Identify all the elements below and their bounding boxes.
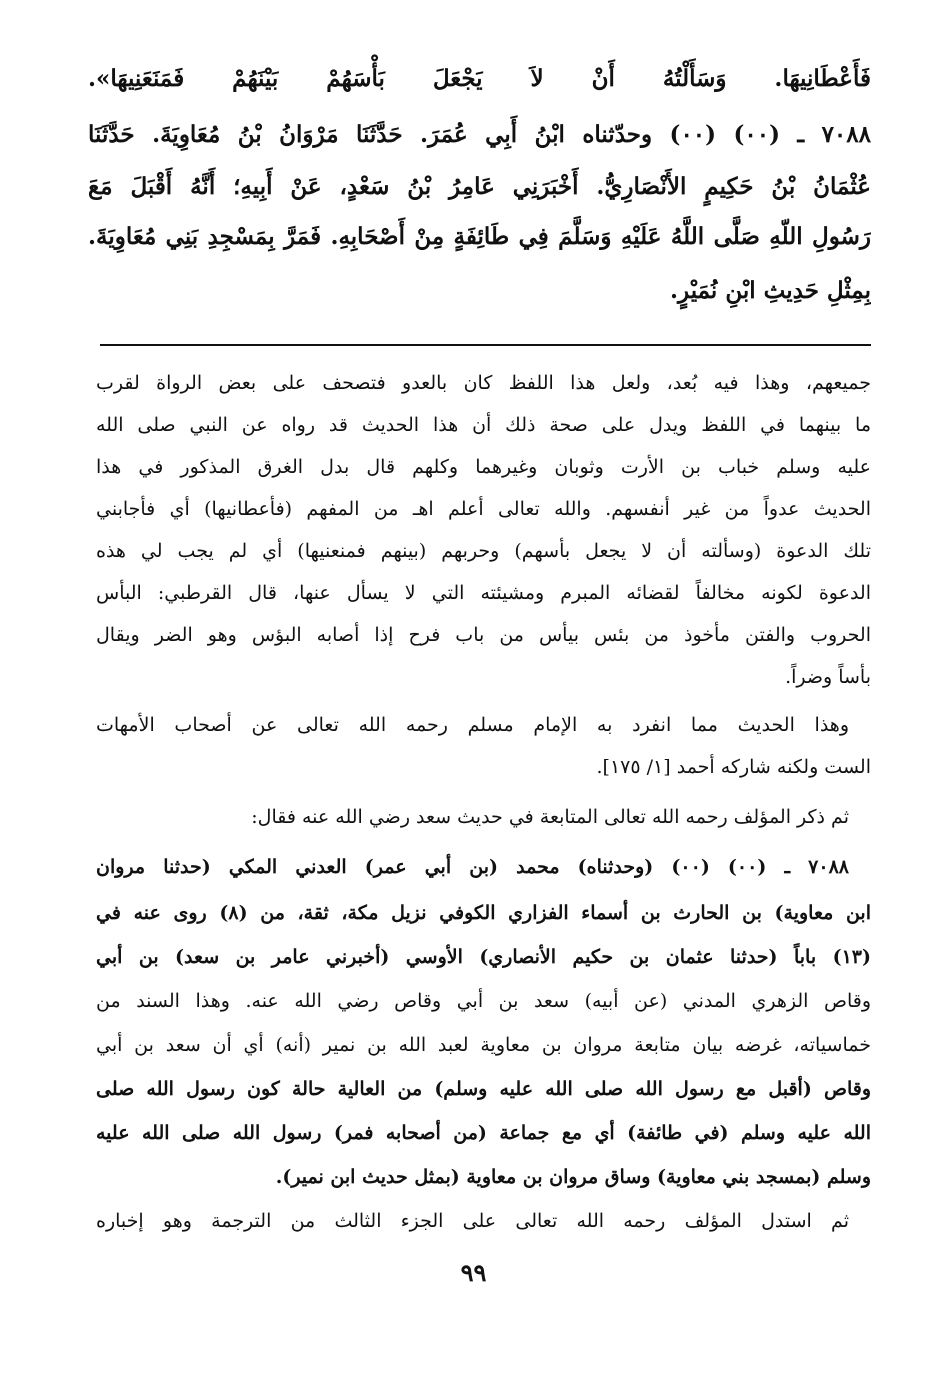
commentary-line: بأساً وضراً.: [785, 666, 871, 688]
commentary-line: الدعوة لكونه مخالفاً لقضائه المبرم ومشيئته التي لا يسأل عنها، قال القرطبي: البأس: [96, 582, 871, 604]
commentary-line: وقاص الزهري المدني (عن أبيه) سعد بن أبي وقاص رضي الله عنه. وهذا السند من: [96, 990, 871, 1012]
commentary-line: ثم استدل المؤلف رحمه الله تعالى على الجزء الثالث من الترجمة وهو إخباره: [96, 1210, 849, 1232]
commentary-line: الحديث عدواً من غير أنفسهم. والله تعالى أعلم اهـ من المفهم (فأعطانيها) أي فأجابني: [96, 498, 871, 520]
commentary-line: الحروب والفتن مأخوذ من بئس بيأس من باب فرح إذا أصابه البؤس وهو الضر ويقال: [96, 624, 871, 646]
commentary-line: ما بينهما في اللفظ ويدل على صحة ذلك أن هذا الحديث قد رواه عن النبي صلى الله: [96, 414, 871, 436]
page-number: ٩٩: [460, 1258, 487, 1287]
hadith-line: بِمِثْلِ حَدِيثِ ابْنِ نُمَيْرٍ.: [670, 277, 871, 304]
commentary-line: عليه وسلم خباب بن الأرت وثوبان وغيرهما وكلهم قال بدل الغرق المذكور في هذا: [96, 456, 871, 478]
hadith-text: [88, 54, 871, 324]
commentary-line: وقاص (أقبل مع رسول الله صلى الله عليه وسلم) من العالية حالة كون رسول الله صلى: [96, 1078, 871, 1100]
commentary-line: وسلم (بمسجد بني معاوية) وساق مروان بن معاوية (بمثل حديث ابن نمير).: [275, 1166, 871, 1188]
commentary-line: الست ولكنه شاركه أحمد [١/ ١٧٥].: [596, 756, 871, 778]
commentary-text: [96, 360, 871, 1240]
commentary-line: ثم ذكر المؤلف رحمه الله تعالى المتابعة في حديث سعد رضي الله عنه فقال:: [251, 806, 849, 828]
hadith-line: عُثْمَانُ بْنُ حَكِيمٍ الأَنْصَارِيُّ. أَخْبَرَنِي عَامِرُ بْنُ سَعْدٍ، عَنْ أَبِيهِ؛ أَنَّهُ أَقْبَلَ مَعَ: [88, 173, 871, 200]
commentary-line: الله عليه وسلم (في طائفة) أي مع جماعة (من أصحابه فمر) رسول الله صلى الله عليه: [96, 1122, 871, 1144]
commentary-line: ابن معاوية) بن الحارث بن أسماء الفزاري الكوفي نزيل مكة، ثقة، من (٨) روى عنه في: [96, 902, 871, 924]
commentary-line: خماسياته، غرضه بيان متابعة مروان بن معاوية لعبد الله بن نمير (أنه) أي أن سعد بن أبي: [96, 1034, 871, 1056]
commentary-line: جميعهم، وهذا فيه بُعد، ولعل هذا اللفظ كان بالعدو فتصحف على بعض الرواة لقرب: [96, 372, 871, 394]
commentary-line: وهذا الحديث مما انفرد به الإمام مسلم رحمه الله تعالى عن أصحاب الأمهات: [96, 714, 849, 736]
commentary-line: تلك الدعوة (وسألته أن لا يجعل بأسهم) وحربهم (بينهم فمنعنيها) أي لم يجب لي هذه: [96, 540, 871, 562]
commentary-line: (١٣) باباً (حدثنا عثمان بن حكيم الأنصاري) الأوسي (أخبرني عامر بن سعد) بن أبي: [96, 946, 871, 968]
divider-rule: [100, 344, 871, 346]
hadith-line: فَأَعْطَانِيهَا. وَسَأَلْتُهُ أَنْ لاَ يَجْعَلَ بَأْسَهُمْ بَيْنَهُمْ فَمَنَعَنِيهَا».: [88, 65, 871, 92]
hadith-line: رَسُولِ اللّهِ صَلَّى اللَّهُ عَلَيْهِ وَسَلَّمَ فِي طَائِفَةٍ مِنْ أَصْحَابِهِ. فَمَرَّ بِمَسْجِدِ بَنِي مُعَاوِيَةَ.: [88, 223, 871, 250]
commentary-line: ٧٠٨٨ ـ (٠٠) (٠٠) (وحدثناه) محمد (بن أبي عمر) العدني المكي (حدثنا مروان: [96, 856, 849, 878]
hadith-line: ٧٠٨٨ ـ (٠٠) (٠٠) وحدّثناه ابْنُ أَبِي عُمَرَ. حَدَّثَنَا مَرْوَانُ بْنُ مُعَاوِيَةَ. حَدَّثَنَا: [88, 121, 871, 148]
